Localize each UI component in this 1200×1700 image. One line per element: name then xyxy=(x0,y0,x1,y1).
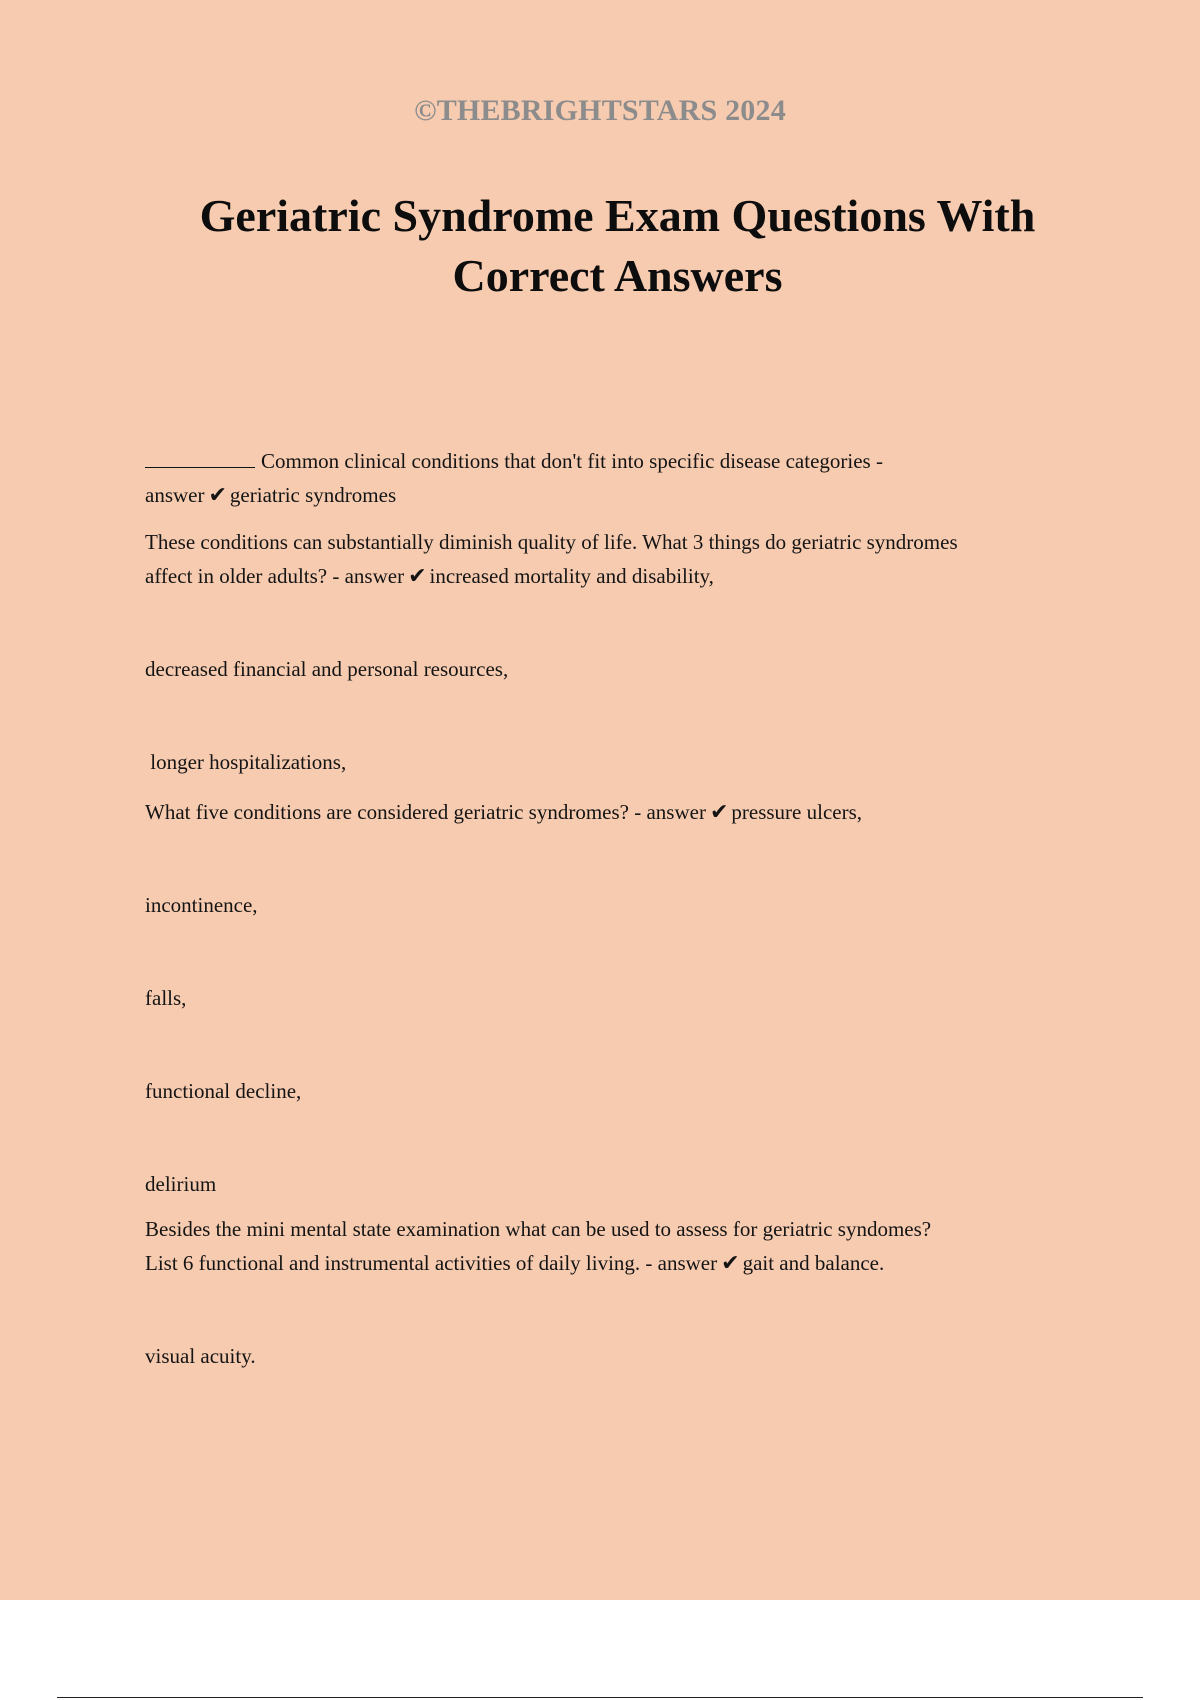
question-1-line-2 xyxy=(145,478,1095,513)
question-4-prefix: List 6 functional and instrumental activities of daily living. - answer xyxy=(145,1251,718,1275)
answer-4-text: gait and balance. xyxy=(742,1251,885,1275)
answer-3-item-3: falls, xyxy=(145,986,187,1010)
question-1-text: Common clinical conditions that don't fit into specific disease categories - xyxy=(261,449,883,473)
checkmark-icon: ✔ xyxy=(408,564,427,589)
answer-2-item-3: longer hospitalizations, xyxy=(145,750,347,774)
answer-3-text: pressure ulcers, xyxy=(731,800,863,824)
answer-label: answer xyxy=(145,483,205,507)
question-1-line-1 xyxy=(145,444,1095,478)
question-4-line-2 xyxy=(145,1246,1095,1281)
question-2-line-2 xyxy=(145,559,1095,594)
answer-4-item-2: visual acuity. xyxy=(145,1344,256,1368)
answer-3-item-5: delirium xyxy=(145,1172,217,1196)
question-2-line-1: These conditions can substantially diminish quality of life. What 3 things do geriatric syndromes xyxy=(145,530,958,554)
answer-2-item-2: decreased financial and personal resources, xyxy=(145,657,509,681)
checkmark-icon: ✔ xyxy=(709,800,729,825)
answer-3-item-4: functional decline, xyxy=(145,1079,302,1103)
checkmark-icon: ✔ xyxy=(208,483,227,508)
question-2-prefix: affect in older adults? - answer xyxy=(145,564,405,588)
fill-in-blank xyxy=(145,447,255,468)
page-title: Geriatric Syndrome Exam Questions With Correct Answers xyxy=(199,190,1036,301)
footer-divider xyxy=(57,1697,1143,1698)
question-3-line-1 xyxy=(145,795,1095,830)
question-4-line-1: Besides the mini mental state examination what can be used to assess for geriatric syndomes? xyxy=(145,1217,932,1241)
answer-2-text: increased mortality and disability, xyxy=(429,564,714,588)
answer-3-item-2: incontinence, xyxy=(145,893,258,917)
checkmark-icon: ✔ xyxy=(721,1251,740,1276)
question-3-prefix: What five conditions are considered geriatric syndromes? - answer xyxy=(145,800,706,824)
copyright-watermark: ©THEBRIGHTSTARS 2024 xyxy=(414,94,786,127)
answer-1-text: geriatric syndromes xyxy=(229,483,397,507)
